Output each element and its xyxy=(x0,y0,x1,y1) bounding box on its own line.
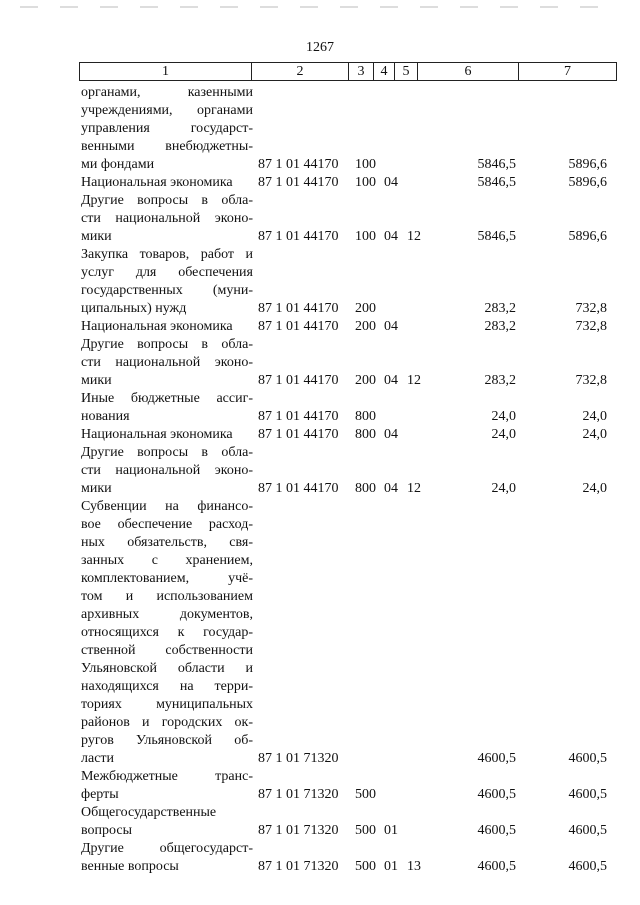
value-2021-cell: 5846,5 xyxy=(477,157,516,172)
row-description xyxy=(81,390,253,426)
value-2022-cell: 24,0 xyxy=(582,481,607,496)
vr-cell: 500 xyxy=(355,823,376,838)
column-header-1: 1 xyxy=(162,64,169,79)
value-2021-cell: 283,2 xyxy=(484,301,516,316)
value-2022-cell: 5896,6 xyxy=(568,175,607,190)
description-line: сти национальной эконо- xyxy=(81,463,253,478)
description-line: относящихся к государ- xyxy=(81,625,253,640)
value-2021-cell: 24,0 xyxy=(491,481,516,496)
code-cell: 87 1 01 71320 xyxy=(258,751,339,766)
row-description xyxy=(81,804,253,840)
value-2022-cell: 24,0 xyxy=(582,409,607,424)
value-2022-cell: 5896,6 xyxy=(568,229,607,244)
description-line: ми фондами xyxy=(81,157,155,172)
code-cell: 87 1 01 44170 xyxy=(258,157,339,172)
description-line: ториях муниципальных xyxy=(81,697,253,712)
vr-cell: 100 xyxy=(355,229,376,244)
description-line: вое обеспечение расход- xyxy=(81,517,253,532)
vr-cell: 200 xyxy=(355,301,376,316)
column-header-2: 2 xyxy=(296,64,304,79)
description-line: Национальная экономика xyxy=(81,319,233,334)
table-row xyxy=(81,498,617,768)
row-description xyxy=(81,246,253,318)
value-2022-cell: 732,8 xyxy=(575,319,607,334)
value-2022-cell: 4600,5 xyxy=(568,859,607,874)
description-line: ципальных) нужд xyxy=(81,301,187,316)
rz-cell: 01 xyxy=(384,823,398,838)
description-line: учреждениями, органами xyxy=(81,103,253,118)
value-2021-cell: 5846,5 xyxy=(477,229,516,244)
description-line: мики xyxy=(81,481,112,496)
description-line: Другие вопросы в обла- xyxy=(81,337,253,352)
description-line: мики xyxy=(81,373,112,388)
value-2022-cell: 24,0 xyxy=(582,427,607,442)
description-line: занных с хранением, xyxy=(81,553,253,568)
table-row xyxy=(81,804,617,840)
description-line: Другие вопросы в обла- xyxy=(81,445,253,460)
vr-cell: 800 xyxy=(355,481,376,496)
description-line: вопросы xyxy=(81,823,132,838)
description-line: Общегосударственные xyxy=(81,805,217,820)
table-row xyxy=(81,84,617,174)
code-cell: 87 1 01 44170 xyxy=(258,301,339,316)
rz-cell: 04 xyxy=(384,319,398,334)
row-description xyxy=(81,426,253,444)
description-line: ласти xyxy=(81,751,115,766)
value-2021-cell: 283,2 xyxy=(484,319,516,334)
code-cell: 87 1 01 44170 xyxy=(258,409,339,424)
description-line: Другие вопросы в обла- xyxy=(81,193,253,208)
table-row xyxy=(81,246,617,318)
row-description xyxy=(81,768,253,804)
table-row xyxy=(81,336,617,390)
value-2022-cell: 4600,5 xyxy=(568,823,607,838)
code-cell: 87 1 01 44170 xyxy=(258,175,339,190)
description-line: венные вопросы xyxy=(81,859,179,874)
description-line: услуг для обеспечения xyxy=(81,265,253,280)
vr-cell: 800 xyxy=(355,409,376,424)
rz-cell: 01 xyxy=(384,859,398,874)
value-2021-cell: 5846,5 xyxy=(477,175,516,190)
description-line: органами, казенными xyxy=(81,85,253,100)
description-line: венными внебюджетны- xyxy=(81,139,253,154)
description-line: Другие общегосударст- xyxy=(81,841,253,856)
value-2022-cell: 4600,5 xyxy=(568,787,607,802)
code-cell: 87 1 01 44170 xyxy=(258,427,339,442)
column-header-3: 3 xyxy=(357,64,365,79)
rz-cell: 04 xyxy=(384,481,398,496)
value-2022-cell: 732,8 xyxy=(575,301,607,316)
table-row xyxy=(81,444,617,498)
description-line: сти национальной эконо- xyxy=(81,355,253,370)
row-description xyxy=(81,498,253,768)
description-line: государственных (муни- xyxy=(81,283,253,298)
description-line: ных обязательств, свя- xyxy=(81,535,253,550)
table-row xyxy=(81,174,617,192)
description-line: комплектованием, учё- xyxy=(81,571,253,586)
description-line: Национальная экономика xyxy=(81,427,233,442)
code-cell: 87 1 01 71320 xyxy=(258,859,339,874)
table-row xyxy=(81,840,617,876)
table-header xyxy=(79,62,617,81)
code-cell: 87 1 01 71320 xyxy=(258,787,339,802)
vr-cell: 500 xyxy=(355,787,376,802)
vr-cell: 800 xyxy=(355,427,376,442)
column-header-5: 5 xyxy=(402,64,410,79)
row-description xyxy=(81,336,253,390)
pr-cell: 12 xyxy=(407,373,421,388)
code-cell: 87 1 01 44170 xyxy=(258,319,339,334)
description-line: ругов Ульяновской об- xyxy=(81,733,253,748)
value-2022-cell: 732,8 xyxy=(575,373,607,388)
description-line: архивных документов, xyxy=(81,607,253,622)
description-line: Национальная экономика xyxy=(81,175,233,190)
page-number: 1267 xyxy=(306,40,334,55)
description-line: районов и городских ок- xyxy=(81,715,253,730)
description-line: ственной собственности xyxy=(81,643,253,658)
rz-cell: 04 xyxy=(384,373,398,388)
value-2022-cell: 5896,6 xyxy=(568,157,607,172)
value-2021-cell: 4600,5 xyxy=(477,823,516,838)
rz-cell: 04 xyxy=(384,427,398,442)
description-line: мики xyxy=(81,229,112,244)
column-header-4: 4 xyxy=(380,64,388,79)
value-2021-cell: 283,2 xyxy=(484,373,516,388)
scan-artifact xyxy=(20,6,620,8)
table-row xyxy=(81,192,617,246)
row-description xyxy=(81,84,253,174)
value-2021-cell: 4600,5 xyxy=(477,859,516,874)
vr-cell: 200 xyxy=(355,373,376,388)
table-row xyxy=(81,426,617,444)
vr-cell: 500 xyxy=(355,859,376,874)
pr-cell: 13 xyxy=(407,859,421,874)
description-line: Субвенции на финансо- xyxy=(81,499,253,514)
vr-cell: 100 xyxy=(355,175,376,190)
table-row xyxy=(81,318,617,336)
value-2021-cell: 24,0 xyxy=(491,427,516,442)
description-line: Межбюджетные транс- xyxy=(81,769,253,784)
description-line: том и использованием xyxy=(81,589,253,604)
description-line: Закупка товаров, работ и xyxy=(81,247,253,262)
description-line: управления государст- xyxy=(81,121,253,136)
rz-cell: 04 xyxy=(384,175,398,190)
table-row xyxy=(81,768,617,804)
column-header-6: 6 xyxy=(464,64,472,79)
code-cell: 87 1 01 44170 xyxy=(258,481,339,496)
description-line: нования xyxy=(81,409,130,424)
pr-cell: 12 xyxy=(407,229,421,244)
row-description xyxy=(81,318,253,336)
description-line: находящихся на терри- xyxy=(81,679,253,694)
pr-cell: 12 xyxy=(407,481,421,496)
value-2022-cell: 4600,5 xyxy=(568,751,607,766)
table-row xyxy=(81,390,617,426)
code-cell: 87 1 01 71320 xyxy=(258,823,339,838)
rz-cell: 04 xyxy=(384,229,398,244)
row-description xyxy=(81,444,253,498)
description-line: Иные бюджетные ассиг- xyxy=(81,391,253,406)
column-header-7: 7 xyxy=(564,64,571,79)
value-2021-cell: 4600,5 xyxy=(477,751,516,766)
row-description xyxy=(81,174,253,192)
description-line: сти национальной эконо- xyxy=(81,211,253,226)
row-description xyxy=(81,192,253,246)
vr-cell: 200 xyxy=(355,319,376,334)
vr-cell: 100 xyxy=(355,157,376,172)
value-2021-cell: 24,0 xyxy=(491,409,516,424)
description-line: Ульяновской области и xyxy=(81,661,253,676)
code-cell: 87 1 01 44170 xyxy=(258,373,339,388)
description-line: ферты xyxy=(81,787,119,802)
code-cell: 87 1 01 44170 xyxy=(258,229,339,244)
row-description xyxy=(81,840,253,876)
value-2021-cell: 4600,5 xyxy=(477,787,516,802)
